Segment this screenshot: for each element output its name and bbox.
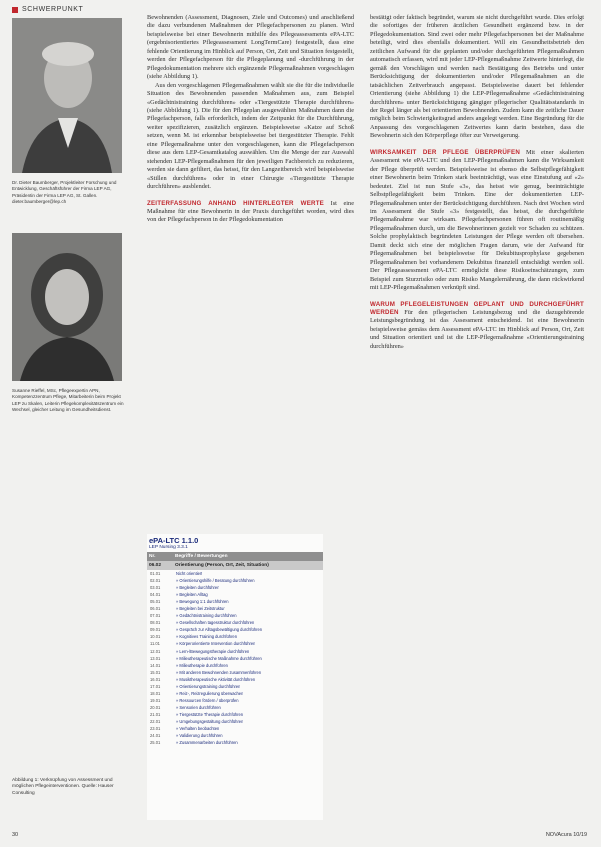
row-label: » Lern-/Bewegungstherapie durchführen	[176, 648, 250, 654]
paragraph: bestätigt oder faktisch begründet, warum sie nicht durchgeführt wurde. Dies erfolgt die sofortiges der früheren ärztlichen Gesundheit ergänzend bzw. in der Pflegedokumentation. Sind zwei oder mehr Pflegefachpersonen bei der Maßnahme beteiligt, wird dies ebenfalls dokumentiert. Will ein Gesundheitsbetrieb den zeitlichen Aufwand für die geplanten und/oder durchgeführten Pflegemaßnahmen automatisch erfassen, wird mit jeder LEP-Pflegemaßnahme Zeitwerte hinterlegt, die gemäß den Vorschlägen und werden nach Bestätigung des Betriebs und unter Berücksichtigung der dokumentierten und/oder Pflegemaßnahmen an die tatsächlichen Zeitverbrauch angepasst. Beispielsweise dauert bei fehlender Orientierung (siehe Abbildung 1) die LEP-Pflegemaßnahme «Gedächtnistraining durchführen» unter Berücksichtigung gängiger pflegerischer Qualitätsstandards in der Regel länger als bei orientierten Bewohnenden. Zudem kann die zeitliche Dauer möglich beim Schwierigkeitsgrad anders angelegt werden. Eine Begründung für die Anpassung des vorgeschlagenen Zeitwertes kann darin bestehen, dass die Bewohnerin sich den Körperpflege öfter zur Verweigerung.	[370, 14, 584, 140]
row-label: Nicht orientiert	[176, 571, 203, 576]
paragraph: Bewohnenden (Assessment, Diagnosen, Ziele und Outcomes) und anschließend die dazu verbundenen Maßnahmen der Pflegefachpersonen zu planen. Wird beispielsweise bei einer Bewohnerin mithilfe des Pflegeassessments ePA-LTC (ergebnisorientiertes Pflegeassessment LongTermCare) festgestellt, dass eine fehlende Orientierung im Hinblick auf Person, Ort, Zeit und Situation festgestellt, werden der Pflegefachperson für die Pflegeplanung und -durchführung in der Pflegedokumentation mehrere sich ergänzende Pflegemaßnahmen vorgeschlagen (siehe Abbildung 1).	[147, 14, 354, 81]
row-label: » Tiergestützte Therapie durchführen	[176, 711, 244, 717]
table-row	[147, 718, 323, 725]
table-row	[147, 662, 323, 669]
row-label: » Begleiten bei Zeitstruktur	[176, 606, 225, 612]
paragraph: Aus den vorgeschlagenen Pflegemaßnahmen wählt sie die für die individuelle Situation des Bewohnenden passenden Maßnahmen aus, zum Beispiel «Gedächtnistraining durchführen» oder «Tiergestützte Therapie durchführen» (siehe Abbildung 1). Die für den Pflegeplan ausgewählten Maßnahmen dann die Pflegefachperson, falls erforderlich, indem der Zeitpunkt für die Durchführung, weiter spezifizieren, zusätzlich ergänzen. Beispielsweise «Katze auf Schoß setzen, wenn M. ist erkennbar beispielsweise bei tiergestützter Therapie. Fehlt eine Pflegemaßnahme unter den vorgeschlagenen, kann die Pflegefachperson diese aus dem LEP-Gesamtkatalog auswählen. Um die Menge der zur Auswahl stehenden LEP-Pflegemaßnahmen für den jeweiligen Fachbereich zu reduzieren, werden sie dann gefiltert, das heisst, für den Langzeitbereich wird beispielsweise «Stillen durchführen» oder in einer Chirurgie «Tiergestützte Therapie durchführen» ausblendet.	[147, 81, 354, 191]
row-label: » Orientierungstraining durchführen	[176, 683, 241, 689]
table-row	[147, 605, 323, 612]
row-code: 01.01	[150, 571, 161, 576]
paragraph: Für den pflegerischen Leistungsbezug und die dazugehörende Leistungsbegründung ist das Assessment entscheidend. Ist eine Bewohnerin beispielsweise gemäss dem Assessment ePA-LTC im Hinblick auf Person, Ort, Zeit und Situation orientiert und ist die LEP-Pflegemaßnahme «Orientierungstraining durchführen»	[370, 308, 584, 350]
column-header-code: Nr.	[149, 554, 156, 559]
row-label: » Ressourcen fördern / überprüfen	[176, 697, 239, 703]
row-code: 18.01	[150, 690, 161, 696]
row-label: » Begleiten durchführen	[176, 585, 220, 591]
row-code: 15.01	[150, 669, 161, 675]
paragraph: Ist eine Maßnahme für eine Bewohnerin in der Praxis durchgeführt worden, wird dies von der Pflegefachperson in der Pflegedokumentation	[147, 199, 354, 224]
author-photo-1	[12, 18, 122, 173]
text-column-2	[370, 14, 584, 351]
figure-table	[147, 534, 323, 820]
table-subtitle: LEP Nursing 3.3.1	[149, 545, 188, 550]
row-label: » Orientierungshilfe / Beratung durchführen	[176, 578, 255, 584]
table-row	[147, 732, 323, 739]
row-code: 24.01	[150, 733, 161, 739]
row-code: 19.01	[150, 697, 161, 703]
row-label: » Umgebungsgestaltung durchführen	[176, 718, 244, 724]
table-row	[147, 704, 323, 711]
row-label: » Begleiten Alltag	[176, 592, 208, 598]
row-label: » Gedächtnistraining durchführen	[176, 613, 237, 619]
row-label: » Reiz-, Reizregulierung überwachen	[176, 690, 244, 696]
portrait-woman-image	[12, 233, 122, 381]
row-label: » Sensorien durchführen	[176, 704, 221, 710]
table-row	[147, 676, 323, 683]
table-row	[147, 655, 323, 662]
table-subheader	[147, 561, 323, 570]
table-row	[147, 626, 323, 633]
row-label: » Verhalten beobachten	[176, 726, 220, 732]
paragraph: Mit einer skalierten Assessment wie ePA-LTC und den LEP-Pflegemaßnahmen kann die Wirksamkeit der Pflege überprüft werden. Beispielsweise ist ebenso die Selbstpflegefähigkeit einer Bewohnerin beim Trinken stark beeinträchtigt, was eine Einstufung auf «2» bedeutet. Ziel ist nun Stufe «3», das heisst wie genug, beeinträchtigte Selbstpflegefähigkeit beim Trinken. Eine der dokumentierten LEP-Pflegemaßnahmen unter der Berücksichtigung durchführen. Nach drei Wochen wird im Assessment die Stufe «3» festgestellt, das heisst, die durchgeführte Pflegemaßnahme war wirksam. Pflegefachpersonen führen oft routinemäßig Pflegemaßnahmen durch, um die Bewohnerinnen gezielt vor Schaden zu schützen. Solche prophylaktisch begründeten Leistungen der Pflege werden oft übersehen. Damit deckt sich eine der möglichen Fragen darum, wie der Aufwand für Pflegemaßnahmen bei beispielsweise für Dekubitusprophylaxe gegebenen Pflegemaßnahmen bei vorhandenem Dekubitus finanziell entschädigt werden soll. Der Pflegeassessment ePA-LTC ermöglicht diese Risikoeinschätzungen, zum Beispiel zum Sturzrisiko oder zum Risiko Mangelernährung, die dann rückwirkend mit LEP-Pflegemaßnahmen verknüpft sind.	[370, 148, 585, 292]
row-label: » Milieutherapie durchführen	[176, 662, 228, 668]
text-column-1	[147, 14, 354, 225]
row-code: 16.01	[150, 676, 161, 682]
table-row	[147, 697, 323, 704]
row-label: » Gespräch zur Alltagsbewältigung durchführen	[176, 627, 263, 633]
row-code: 11.01	[150, 641, 160, 647]
table-row	[147, 640, 323, 647]
table-row	[147, 690, 323, 697]
row-label: » Zusammenarbeiten durchführen	[176, 740, 238, 746]
row-code: 03.01	[150, 585, 161, 591]
table-row	[147, 619, 323, 626]
row-label: » Gesellschaften tagesstruktur durchführen	[176, 620, 255, 626]
row-code: 13.01	[150, 655, 161, 661]
figure-caption: Abbildung 1: Verknüpfung von Assessment und möglichen Pflegeinterventionen. Quelle: Hauser Consulting	[12, 778, 114, 796]
author-caption-1: Dr. Dieter Baumberger, Projektleiter Forschung und Entwicklung, Geschäftsführer der Firma LEP AG, Präsidentin der Firma LEP AG, St. Gallen. dieter.baumberger@lep.ch	[12, 180, 117, 205]
section-label: SCHWERPUNKT	[22, 6, 84, 13]
row-code: 08.01	[150, 620, 161, 626]
row-code: 05.01	[150, 599, 161, 605]
table-row	[147, 725, 323, 732]
portrait-man-image	[12, 18, 122, 173]
subheader-label: Orientierung (Person, Ort, Zeit, Situation)	[175, 563, 269, 568]
table-row	[147, 683, 323, 690]
author-caption-2: Susanne Rieffel, MSc, Pflegeexpertin APN, Kompetenzzentrum Pflege, Mitarbeiterin beim Projekt LEP zu Skalen, Leiterin Pflegekomplexitätszentrum ein Wechsel, gleicher Leitung im Gesundheitsdienst.	[12, 388, 124, 413]
table-row	[147, 584, 323, 591]
row-label: » Milieutherapeutische Maßnahme durchführen	[176, 655, 262, 661]
journal-name: NOVAcura 10/19	[545, 832, 587, 838]
subheader-code: 06.02	[149, 563, 162, 568]
red-square-icon	[12, 7, 18, 13]
row-code: 14.01	[150, 662, 161, 668]
row-code: 04.01	[150, 592, 161, 598]
column-header-label: Begriffe / Bewertungen	[175, 554, 228, 559]
row-label: » Kognitives Training durchführen	[176, 634, 237, 640]
subheading: WARUM PFLEGELEISTUNGEN GEPLANT UND DURCHGEFÜHRT WERDEN	[370, 300, 584, 316]
row-label: » Validierung durchführen	[176, 733, 223, 739]
row-code: 21.01	[150, 711, 161, 717]
table-body	[147, 570, 323, 746]
table-row	[147, 598, 323, 605]
row-code: 10.01	[150, 634, 161, 640]
row-label: » Bewegung 1:1 durchführen	[176, 599, 229, 605]
row-label: » Körperorientierte Intervention durchführen	[176, 641, 256, 647]
subheading: WIRKSAMKEIT DER PFLEGE ÜBERPRÜFEN	[370, 148, 520, 156]
subheading: ZEITERFASSUNG ANHAND HINTERLEGTER WERTE	[147, 199, 324, 207]
table-row	[147, 612, 323, 619]
row-code: 06.01	[150, 606, 161, 612]
table-row	[147, 570, 323, 577]
table-row	[147, 633, 323, 640]
row-code: 07.01	[150, 613, 161, 619]
row-code: 25.01	[150, 740, 161, 746]
author-photo-2	[12, 233, 122, 381]
row-code: 22.01	[150, 718, 161, 724]
table-row	[147, 669, 323, 676]
row-code: 23.01	[150, 726, 161, 732]
table-row	[147, 577, 323, 584]
table-header	[147, 552, 323, 561]
row-code: 17.01	[150, 683, 161, 689]
row-code: 20.01	[150, 704, 161, 710]
table-row	[147, 648, 323, 655]
row-code: 02.01	[150, 578, 161, 584]
table-row	[147, 711, 323, 718]
section-header	[12, 6, 83, 13]
row-code: 12.01	[150, 648, 161, 654]
table-row	[147, 739, 323, 746]
row-code: 09.01	[150, 627, 161, 633]
page-number: 30	[12, 832, 19, 838]
table-title: ePA-LTC 1.1.0	[149, 536, 199, 545]
row-label: » Musiktherapeutische Aktivität durchführen	[176, 676, 256, 682]
row-label: » Mit anderen Bewohnenden zusammenführen	[176, 669, 262, 675]
table-row	[147, 591, 323, 598]
